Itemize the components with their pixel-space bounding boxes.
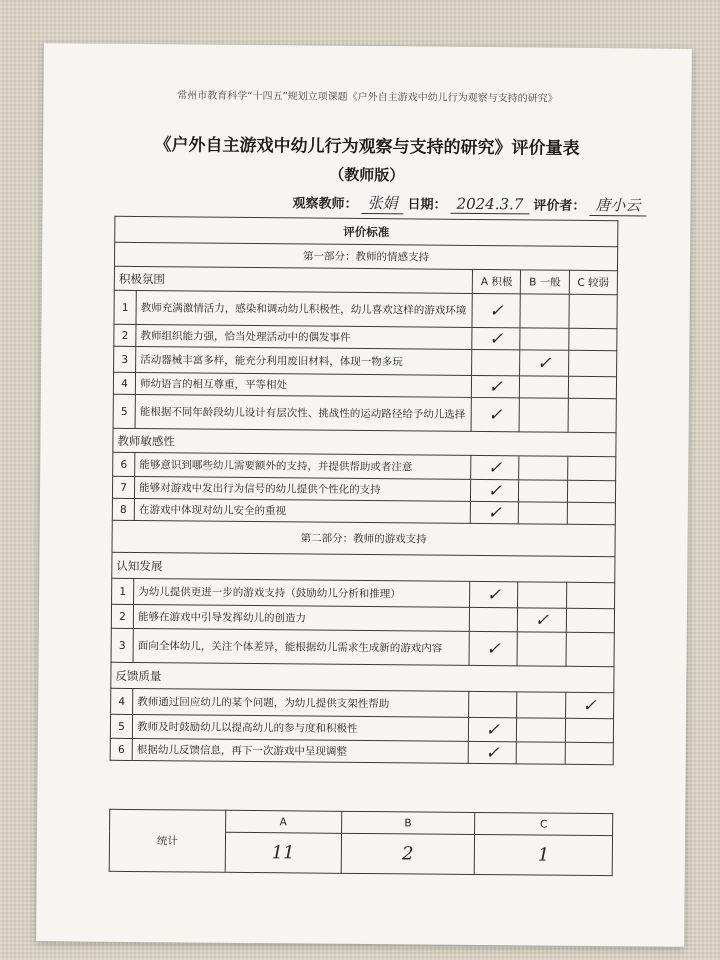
evaluator-value: 唐小云 bbox=[589, 194, 646, 216]
check-c bbox=[568, 376, 617, 398]
row-number: 5 bbox=[113, 394, 135, 428]
row-number: 4 bbox=[113, 372, 135, 394]
check-a: ✓ bbox=[471, 455, 519, 479]
check-a: ✓ bbox=[469, 631, 518, 665]
check-b bbox=[519, 502, 567, 524]
row-number: 2 bbox=[111, 604, 133, 628]
check-a bbox=[469, 691, 518, 717]
category-positive-climate: 积极氛围 bbox=[114, 266, 472, 293]
row-number: 4 bbox=[111, 688, 133, 714]
check-b bbox=[520, 294, 569, 328]
table-heading: 评价标准 bbox=[115, 216, 618, 246]
evaluation-sheet bbox=[36, 43, 692, 947]
criterion-text: 为幼儿提供更进一步的游戏支持（鼓励幼儿分析和推理） bbox=[134, 578, 470, 607]
check-c bbox=[566, 582, 615, 608]
check-a: ✓ bbox=[470, 501, 518, 523]
stats-b-label: B bbox=[341, 811, 475, 834]
criterion-text: 活动器械丰富多样，能充分利用废旧材料，体现一物多玩 bbox=[136, 347, 472, 376]
stats-a-value: 11 bbox=[225, 832, 341, 873]
category-cognitive-development: 认知发展 bbox=[112, 552, 615, 582]
check-c bbox=[566, 632, 615, 666]
check-b bbox=[517, 742, 565, 764]
teacher-label: 观察教师： bbox=[292, 196, 358, 212]
row-number: 2 bbox=[114, 324, 136, 346]
col-a-header: A 积极 bbox=[472, 269, 520, 293]
part1-heading: 第一部分：教师的情感支持 bbox=[114, 242, 617, 270]
col-b-header: B 一般 bbox=[521, 270, 569, 294]
category-feedback-quality: 反馈质量 bbox=[111, 662, 614, 692]
stats-label: 统计 bbox=[109, 809, 225, 872]
check-c bbox=[568, 328, 617, 350]
check-c bbox=[566, 608, 615, 632]
stats-c-value: 1 bbox=[474, 834, 612, 875]
check-c bbox=[565, 718, 614, 742]
check-c bbox=[565, 742, 614, 764]
check-b bbox=[519, 398, 568, 432]
date-label: 日期： bbox=[407, 197, 447, 213]
check-b bbox=[518, 582, 567, 608]
project-header: 常州市教育科学“十四五”规划立项课题《户外自主游戏中幼儿行为观察与支持的研究》 bbox=[177, 90, 558, 105]
stats-a-label: A bbox=[225, 810, 341, 833]
sheet-subtitle: （教师版） bbox=[329, 165, 405, 185]
criterion-text: 师幼语言的相互尊重，平等相处 bbox=[135, 373, 471, 398]
criterion-text: 能够对游戏中发出行为信号的幼儿提供个性化的支持 bbox=[135, 476, 471, 501]
check-a bbox=[469, 607, 517, 631]
check-c bbox=[567, 456, 616, 480]
check-a: ✓ bbox=[472, 293, 521, 327]
criterion-text: 教师通过回应幼儿的某个问题，为幼儿提供支架性帮助 bbox=[133, 688, 469, 717]
table-row bbox=[113, 394, 616, 432]
teacher-value: 张娟 bbox=[361, 192, 403, 214]
check-a bbox=[472, 349, 521, 375]
criterion-text: 教师充满激情活力，感染和调动幼儿积极性，幼儿喜欢这样的游戏环境 bbox=[136, 291, 472, 328]
criterion-text: 教师组织能力强，恰当处理活动中的偶发事件 bbox=[136, 325, 472, 350]
check-c: ✓ bbox=[565, 692, 614, 718]
check-b: ✓ bbox=[520, 350, 569, 376]
check-b bbox=[520, 376, 568, 398]
check-b bbox=[517, 632, 566, 666]
row-number: 1 bbox=[112, 578, 134, 604]
criterion-text: 面向全体幼儿，关注个体差异，能根据幼儿需求生成新的游戏内容 bbox=[133, 628, 469, 665]
check-c bbox=[569, 294, 618, 328]
check-c bbox=[567, 480, 616, 502]
row-number: 7 bbox=[112, 476, 134, 498]
row-number: 1 bbox=[114, 290, 136, 324]
criterion-text: 在游戏中体现对幼儿安全的重视 bbox=[134, 498, 470, 523]
row-number: 6 bbox=[113, 452, 135, 476]
check-c bbox=[568, 398, 617, 432]
row-number: 5 bbox=[110, 714, 132, 738]
stats-c-label: C bbox=[475, 812, 613, 835]
table-row bbox=[114, 290, 617, 328]
check-a: ✓ bbox=[470, 581, 519, 607]
statistics-table bbox=[109, 809, 614, 876]
check-a: ✓ bbox=[471, 375, 519, 397]
date-value: 2024.3.7 bbox=[451, 195, 530, 215]
table-row bbox=[110, 738, 613, 764]
check-a: ✓ bbox=[468, 741, 516, 763]
check-a: ✓ bbox=[472, 327, 520, 349]
info-line bbox=[292, 191, 646, 216]
sheet-title: 《户外自主游戏中幼儿行为观察与支持的研究》评价量表 bbox=[154, 135, 580, 159]
category-teacher-sensitivity: 教师敏感性 bbox=[113, 428, 616, 456]
row-number: 3 bbox=[114, 346, 136, 372]
col-c-header: C 较弱 bbox=[569, 270, 618, 294]
check-b bbox=[517, 718, 565, 742]
criterion-text: 能够在游戏中引导发挥幼儿的创造力 bbox=[133, 604, 469, 631]
check-c bbox=[567, 502, 616, 524]
check-a: ✓ bbox=[468, 717, 516, 741]
check-b: ✓ bbox=[518, 608, 566, 632]
criterion-text: 能根据不同年龄段幼儿设计有层次性、挑战性的运动路径给予幼儿选择 bbox=[135, 395, 471, 432]
row-number: 6 bbox=[110, 738, 132, 760]
table-row bbox=[111, 628, 614, 666]
row-number: 3 bbox=[111, 628, 133, 662]
check-a: ✓ bbox=[471, 397, 520, 431]
check-b bbox=[519, 480, 567, 502]
evaluator-label: 评价者： bbox=[533, 198, 586, 214]
evaluation-table bbox=[110, 216, 619, 765]
check-b bbox=[520, 328, 568, 350]
check-a: ✓ bbox=[471, 479, 519, 501]
criterion-text: 教师及时鼓励幼儿以提高幼儿的参与度和积极性 bbox=[132, 714, 468, 741]
check-c bbox=[568, 350, 617, 376]
criterion-text: 能够意识到哪些幼儿需要额外的支持，并提供帮助或者注意 bbox=[135, 452, 471, 479]
row-number: 8 bbox=[112, 498, 134, 520]
check-b bbox=[517, 692, 566, 718]
part2-heading: 第二部分：教师的游戏支持 bbox=[112, 520, 615, 556]
criterion-text: 根据幼儿反馈信息，再下一次游戏中呈现调整 bbox=[132, 738, 468, 763]
check-b bbox=[519, 456, 567, 480]
stats-b-value: 2 bbox=[341, 833, 475, 874]
